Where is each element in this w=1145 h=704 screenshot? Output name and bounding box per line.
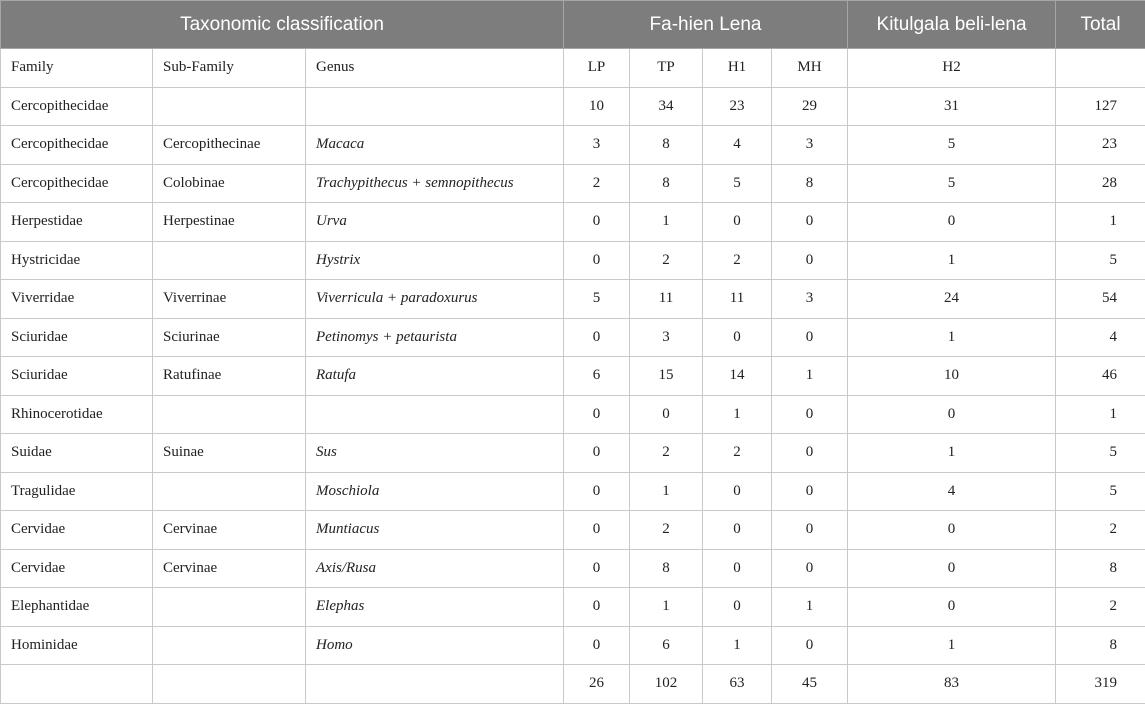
cell-total: 1	[1056, 395, 1145, 434]
cell-tp: 2	[630, 511, 703, 550]
column-header-total	[1056, 49, 1145, 88]
table-row	[1, 164, 1145, 203]
cell-subfamily: Ratufinae	[153, 357, 306, 396]
cell-subfamily	[153, 472, 306, 511]
cell-genus: Trachypithecus + semnopithecus	[306, 164, 564, 203]
totals-row	[1, 665, 1145, 704]
cell-lp: 3	[564, 126, 630, 165]
cell-total: 28	[1056, 164, 1145, 203]
table-row	[1, 549, 1145, 588]
cell-lp: 0	[564, 434, 630, 473]
group-header-total: Total	[1056, 1, 1145, 49]
cell-total: 2	[1056, 511, 1145, 550]
cell-h2: 0	[848, 511, 1056, 550]
cell-genus	[306, 395, 564, 434]
cell-genus: Homo	[306, 626, 564, 665]
table-row	[1, 87, 1145, 126]
cell-total: 5	[1056, 472, 1145, 511]
cell-subfamily: Viverrinae	[153, 280, 306, 319]
cell-subfamily: Sciurinae	[153, 318, 306, 357]
total-mh: 45	[772, 665, 848, 704]
cell-mh: 3	[772, 126, 848, 165]
total-h1: 63	[703, 665, 772, 704]
cell-total: 8	[1056, 549, 1145, 588]
cell-lp: 0	[564, 472, 630, 511]
cell-mh: 0	[772, 203, 848, 242]
cell-lp: 0	[564, 318, 630, 357]
cell-h1: 2	[703, 434, 772, 473]
cell-tp: 15	[630, 357, 703, 396]
group-header-fa-hien: Fa-hien Lena	[564, 1, 848, 49]
cell-lp: 0	[564, 203, 630, 242]
cell-tp: 1	[630, 588, 703, 627]
cell-tp: 8	[630, 549, 703, 588]
cell-family: Sciuridae	[1, 357, 153, 396]
cell-h2: 1	[848, 626, 1056, 665]
cell-subfamily: Cercopithecinae	[153, 126, 306, 165]
cell-mh: 0	[772, 511, 848, 550]
cell-subfamily: Suinae	[153, 434, 306, 473]
cell-total: 5	[1056, 241, 1145, 280]
cell-genus: Urva	[306, 203, 564, 242]
cell-genus: Viverricula + paradoxurus	[306, 280, 564, 319]
cell-h2: 31	[848, 87, 1056, 126]
cell-mh: 3	[772, 280, 848, 319]
cell-family: Elephantidae	[1, 588, 153, 627]
cell-total: 23	[1056, 126, 1145, 165]
cell-mh: 0	[772, 434, 848, 473]
cell-subfamily	[153, 87, 306, 126]
cell-h2: 1	[848, 434, 1056, 473]
cell-mh: 1	[772, 357, 848, 396]
cell-h2: 5	[848, 164, 1056, 203]
cell-family: Rhinocerotidae	[1, 395, 153, 434]
cell-lp: 0	[564, 626, 630, 665]
cell-genus: Axis/Rusa	[306, 549, 564, 588]
cell-family: Cercopithecidae	[1, 126, 153, 165]
cell-genus: Sus	[306, 434, 564, 473]
group-header-row	[1, 1, 1145, 49]
column-header-lp: LP	[564, 49, 630, 88]
table-row	[1, 511, 1145, 550]
cell-tp: 0	[630, 395, 703, 434]
cell-genus: Hystrix	[306, 241, 564, 280]
cell-tp: 8	[630, 126, 703, 165]
cell-h2: 1	[848, 241, 1056, 280]
cell-family: Cercopithecidae	[1, 87, 153, 126]
cell-h1: 0	[703, 549, 772, 588]
cell-family: Sciuridae	[1, 318, 153, 357]
cell-family: Tragulidae	[1, 472, 153, 511]
column-header-family: Family	[1, 49, 153, 88]
cell-genus: Petinomys + petaurista	[306, 318, 564, 357]
totals-empty-genus	[306, 665, 564, 704]
group-header-taxonomic: Taxonomic classification	[1, 1, 564, 49]
cell-h1: 11	[703, 280, 772, 319]
cell-family: Viverridae	[1, 280, 153, 319]
cell-total: 5	[1056, 434, 1145, 473]
cell-tp: 8	[630, 164, 703, 203]
cell-family: Cervidae	[1, 511, 153, 550]
cell-lp: 5	[564, 280, 630, 319]
cell-subfamily	[153, 395, 306, 434]
cell-h2: 0	[848, 588, 1056, 627]
cell-subfamily: Herpestinae	[153, 203, 306, 242]
cell-h2: 4	[848, 472, 1056, 511]
cell-mh: 0	[772, 241, 848, 280]
cell-lp: 2	[564, 164, 630, 203]
cell-h1: 1	[703, 395, 772, 434]
column-header-mh: MH	[772, 49, 848, 88]
cell-mh: 8	[772, 164, 848, 203]
total-lp: 26	[564, 665, 630, 704]
cell-h1: 2	[703, 241, 772, 280]
cell-lp: 0	[564, 511, 630, 550]
table-row	[1, 472, 1145, 511]
totals-empty-subfamily	[153, 665, 306, 704]
cell-total: 127	[1056, 87, 1145, 126]
cell-tp: 1	[630, 203, 703, 242]
cell-subfamily	[153, 588, 306, 627]
table-row	[1, 126, 1145, 165]
column-header-tp: TP	[630, 49, 703, 88]
table-body	[1, 87, 1145, 665]
cell-tp: 2	[630, 241, 703, 280]
cell-h2: 0	[848, 549, 1056, 588]
cell-subfamily: Cervinae	[153, 511, 306, 550]
cell-mh: 0	[772, 318, 848, 357]
cell-h2: 1	[848, 318, 1056, 357]
cell-total: 1	[1056, 203, 1145, 242]
cell-subfamily	[153, 241, 306, 280]
cell-lp: 0	[564, 549, 630, 588]
cell-h1: 1	[703, 626, 772, 665]
cell-total: 8	[1056, 626, 1145, 665]
cell-tp: 1	[630, 472, 703, 511]
table-row	[1, 241, 1145, 280]
cell-subfamily: Cervinae	[153, 549, 306, 588]
total-h2: 83	[848, 665, 1056, 704]
cell-lp: 10	[564, 87, 630, 126]
table-row	[1, 395, 1145, 434]
cell-mh: 29	[772, 87, 848, 126]
cell-family: Suidae	[1, 434, 153, 473]
cell-h1: 14	[703, 357, 772, 396]
table-row	[1, 434, 1145, 473]
cell-genus	[306, 87, 564, 126]
cell-genus: Muntiacus	[306, 511, 564, 550]
totals-empty-family	[1, 665, 153, 704]
table-row	[1, 318, 1145, 357]
cell-h2: 5	[848, 126, 1056, 165]
cell-genus: Elephas	[306, 588, 564, 627]
cell-family: Cervidae	[1, 549, 153, 588]
cell-mh: 0	[772, 472, 848, 511]
cell-mh: 0	[772, 549, 848, 588]
cell-total: 54	[1056, 280, 1145, 319]
column-header-h2: H2	[848, 49, 1056, 88]
cell-lp: 0	[564, 588, 630, 627]
cell-total: 4	[1056, 318, 1145, 357]
cell-lp: 0	[564, 395, 630, 434]
cell-family: Hominidae	[1, 626, 153, 665]
cell-family: Herpestidae	[1, 203, 153, 242]
cell-tp: 34	[630, 87, 703, 126]
column-header-row	[1, 49, 1145, 88]
cell-tp: 11	[630, 280, 703, 319]
cell-genus: Macaca	[306, 126, 564, 165]
cell-h1: 4	[703, 126, 772, 165]
cell-mh: 0	[772, 395, 848, 434]
table-row	[1, 588, 1145, 627]
cell-tp: 3	[630, 318, 703, 357]
cell-h2: 0	[848, 203, 1056, 242]
cell-h2: 0	[848, 395, 1056, 434]
cell-genus: Moschiola	[306, 472, 564, 511]
column-header-subfamily: Sub-Family	[153, 49, 306, 88]
cell-mh: 1	[772, 588, 848, 627]
cell-tp: 2	[630, 434, 703, 473]
total-tp: 102	[630, 665, 703, 704]
cell-total: 46	[1056, 357, 1145, 396]
table-row	[1, 357, 1145, 396]
cell-h1: 0	[703, 203, 772, 242]
cell-h2: 10	[848, 357, 1056, 396]
cell-family: Hystricidae	[1, 241, 153, 280]
cell-tp: 6	[630, 626, 703, 665]
cell-mh: 0	[772, 626, 848, 665]
cell-lp: 0	[564, 241, 630, 280]
table-row	[1, 626, 1145, 665]
cell-h1: 0	[703, 588, 772, 627]
table-row	[1, 280, 1145, 319]
cell-subfamily	[153, 626, 306, 665]
cell-genus: Ratufa	[306, 357, 564, 396]
cell-h1: 0	[703, 511, 772, 550]
cell-h2: 24	[848, 280, 1056, 319]
grand-total: 319	[1056, 665, 1145, 704]
cell-h1: 23	[703, 87, 772, 126]
cell-h1: 0	[703, 318, 772, 357]
group-header-kitulgala: Kitulgala beli-lena	[848, 1, 1056, 49]
cell-h1: 0	[703, 472, 772, 511]
cell-total: 2	[1056, 588, 1145, 627]
table-row	[1, 203, 1145, 242]
cell-lp: 6	[564, 357, 630, 396]
column-header-genus: Genus	[306, 49, 564, 88]
cell-subfamily: Colobinae	[153, 164, 306, 203]
cell-h1: 5	[703, 164, 772, 203]
column-header-h1: H1	[703, 49, 772, 88]
cell-family: Cercopithecidae	[1, 164, 153, 203]
